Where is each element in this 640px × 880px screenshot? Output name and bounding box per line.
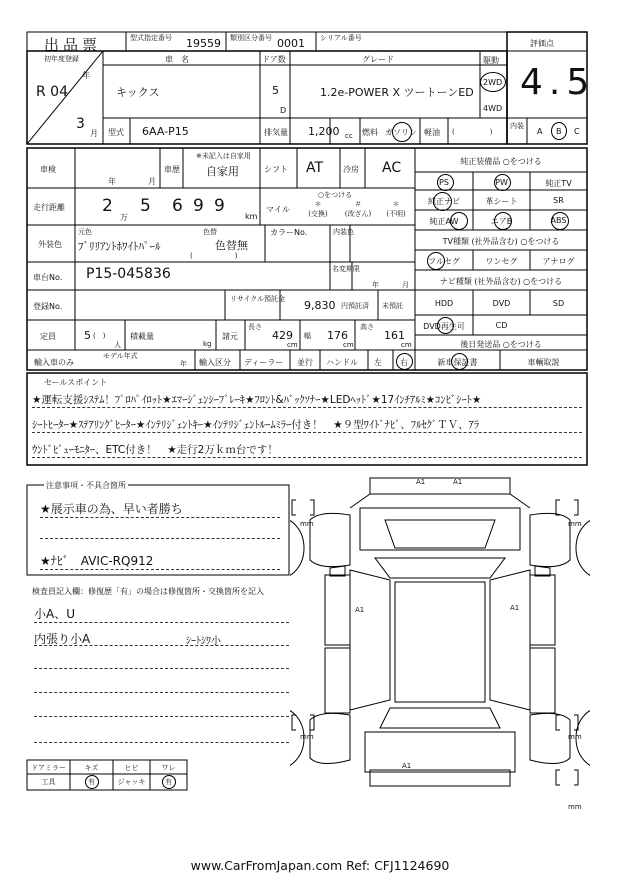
inspector-line-5 — [34, 716, 289, 717]
import-type-dealer: ディーラー — [244, 358, 284, 367]
model-designation-value: 19559 — [186, 37, 221, 50]
model-designation-label: 型式指定番号 — [130, 34, 172, 42]
mileage-digit-2: 5 — [140, 196, 151, 216]
category-label: 類別区分番号 — [230, 34, 272, 42]
color-change-value: 色替無 — [215, 239, 248, 252]
damage-mark-rear: A1 — [402, 762, 412, 770]
legend-crack: ヒビ — [124, 764, 139, 772]
navi-hdd: HDD — [434, 299, 454, 308]
year-unit: 年 — [82, 71, 90, 80]
use-label: 車歴 — [164, 165, 180, 174]
equip-pw: PW — [495, 178, 508, 187]
model-year-unit: 年 — [180, 360, 187, 368]
interior-grade-c: C — [574, 127, 580, 136]
month-unit: 月 — [90, 129, 98, 138]
sales-point-label: セールスポイント — [44, 378, 108, 387]
width-label: 幅 — [304, 332, 311, 340]
navi-cd: CD — [495, 321, 508, 330]
form-title: 出品票 — [44, 36, 102, 54]
category-value: 0001 — [277, 37, 305, 50]
load-label: 積載量 — [130, 332, 154, 341]
legend-jack-circle — [162, 775, 176, 789]
footer-ref: www.CarFromJapan.com Ref: CFJ1124690 — [190, 858, 450, 873]
ac-label: 冷房 — [343, 165, 359, 174]
meter-option-exchange-text: (交換) — [308, 210, 328, 218]
equip-genuine-navi: 純正ナビ — [428, 197, 460, 206]
damage-mark-front-right: A1 — [453, 478, 463, 486]
recycle-unpaid: 未預託 — [382, 302, 403, 310]
inspector-line-2b: ｼｰﾄｼﾜ小 — [186, 636, 221, 647]
reg-no-label: 登録No. — [33, 302, 63, 311]
legend-tools: 工具 — [41, 778, 56, 786]
color-value: ﾌﾞﾘﾘｱﾝﾄﾎﾜｲﾄﾊﾟｰﾙ — [78, 240, 161, 253]
navi-dvd: DVD — [492, 299, 511, 308]
navi-dvd-play: DVD再生可 — [423, 322, 465, 331]
first-reg-year: R 04 — [36, 84, 68, 100]
drive-4wd: 4WD — [483, 104, 503, 113]
equip-airbag: エアB — [490, 217, 513, 226]
fuel-label: 燃料 — [362, 128, 378, 137]
sales-point-line-2: ｼｰﾄﾋｰﾀｰ★ｽﾃｱﾘﾝｸﾞﾋｰﾀｰ★ｲﾝﾃﾘｼﾞｪﾝﾄｷｰ★ｲﾝﾃﾘｼﾞｪﾝﾄﾙｰﾑﾐﾗｰ付き！ ★９型ﾜｲﾄﾞﾅﾋﾞ、ﾌﾙｾｸﾞＴＶ、ｱﾗ — [32, 417, 582, 433]
width-value: 176 — [327, 329, 348, 342]
inspection-year-unit: 年 — [108, 177, 116, 186]
legend-scratch: キズ — [84, 764, 99, 772]
first-reg-month: 3 — [76, 116, 85, 132]
genuine-equipment-label: 純正装備品 ○をつける — [460, 157, 542, 166]
interior-color-label: 内装色 — [333, 228, 354, 236]
car-damage-diagram — [290, 470, 590, 810]
length-label: 長さ — [248, 323, 262, 331]
serial-label: シリアル番号 — [320, 34, 362, 42]
capacity-value: 5 — [84, 329, 91, 342]
tire-mm-front-left: mm — [300, 520, 314, 528]
inspector-line-3 — [34, 668, 289, 669]
handle-right: 右 — [400, 358, 408, 367]
handle-label: ハンドル — [326, 358, 358, 367]
recycle-label: リサイクル預託金 — [230, 295, 286, 303]
later-shipping-label: 後日発送品 ○をつける — [460, 340, 542, 349]
meter-option-unknown-mark: ＊ — [392, 200, 400, 208]
model-label: 型式 — [108, 128, 124, 137]
inspection-label: 車検 — [40, 165, 56, 174]
meter-mile-label: マイル — [266, 205, 290, 214]
drive-label: 駆動 — [483, 56, 499, 65]
doors-sub: D — [280, 106, 287, 115]
tv-fullseg: フルセグ — [428, 257, 460, 266]
original-color-label: 元色 — [78, 228, 92, 236]
legend-break: ワレ — [161, 764, 176, 772]
tire-mm-front-right: mm — [568, 520, 582, 528]
import-type-label: 輸入区分 — [199, 358, 231, 367]
dims-label: 諸元 — [222, 332, 238, 341]
grade-label: グレード — [362, 55, 394, 64]
notes-blank-line — [40, 538, 280, 539]
inspector-label: 検査員記入欄：修復歴「有」の場合は修復箇所・交換箇所を記入 — [32, 587, 264, 596]
ac-value: AC — [382, 160, 402, 176]
color-label: 外装色 — [38, 240, 62, 249]
interior-label: 内装 — [510, 122, 524, 130]
equip-ps: PS — [439, 178, 449, 187]
inspector-line-6 — [34, 742, 289, 743]
doors-value: 5 — [272, 84, 279, 97]
cc-unit: cc — [345, 132, 353, 140]
mileage-digit-1: 2 — [102, 196, 113, 216]
navi-sd: SD — [552, 299, 565, 308]
notes-line-1: ★展示車の為、早い者勝ち — [40, 500, 280, 518]
color-no-label: カラーNo. — [270, 228, 308, 237]
score-value: 4.5 — [520, 62, 596, 103]
notes-label: 注意事項・不具合箇所 — [46, 481, 126, 490]
shift-label: シフト — [264, 165, 288, 174]
grade-value: 1.2e-POWER X ツートーンED — [320, 86, 474, 99]
handle-left: 左 — [374, 358, 382, 367]
score-label: 評価点 — [530, 39, 554, 48]
sales-point-line-3: ｳﾝﾄﾞﾋﾞｭｰﾓﾆﾀｰ、ETC付き！ ★走行2万ｋｍ台です！ — [32, 442, 582, 458]
capacity-label: 定員 — [40, 332, 56, 341]
legend-jack-present: 有 — [165, 778, 172, 786]
inspector-line-2a: 内張り小A — [34, 632, 91, 646]
tv-analog: アナログ — [542, 257, 575, 266]
tv-fullseg-circle — [427, 252, 445, 270]
car-name: キックス — [116, 86, 160, 99]
legend-tools-circle — [85, 775, 99, 789]
import-label: 輸入車のみ — [34, 358, 74, 367]
color-paren: ( ) — [190, 252, 238, 260]
mileage-digit-4: 9 — [193, 196, 204, 216]
use-value: 自家用 — [206, 165, 239, 178]
later-warranty: 新車保証書 — [437, 358, 478, 367]
tv-oneseg: ワンセグ — [485, 257, 518, 266]
navi-type-label: ナビ種類 (社外品含む) ○をつける — [439, 277, 563, 286]
damage-mark-left-door: A1 — [355, 606, 365, 614]
mileage-digit-3: 6 — [172, 196, 183, 216]
model-value: 6AA-P15 — [142, 125, 189, 138]
legend-jack: ジャッキ — [117, 778, 146, 786]
navi-dvd-play-circle — [437, 317, 454, 334]
meter-option-tampered-text: (改ざん) — [344, 210, 372, 218]
shift-value: AT — [306, 160, 324, 176]
legend-tools-present: 有 — [88, 778, 95, 786]
model-year-label: モデル年式 — [103, 352, 138, 360]
inspection-month-unit: 月 — [148, 177, 156, 186]
recycle-unit: 円預託済 — [341, 302, 369, 310]
tire-mm-spare: mm — [568, 803, 582, 811]
sales-point-line-1: ★運転支援ｼｽﾃﾑ！ﾌﾟﾛﾊﾟｲﾛｯﾄ★ｴﾏｰｼﾞｪﾝｼｰﾌﾞﾚｰｷ★ﾌﾛﾝﾄ&ﾊﾞｯｸｿﾅｰ★LEDﾍｯﾄﾞ★17ｲﾝﾁｱﾙﾐ★ｺﾝﾋﾞｼｰﾄ★ — [32, 392, 582, 408]
interior-grade-a: A — [537, 127, 543, 136]
interior-selected-circle — [551, 122, 567, 140]
height-cm: cm — [401, 341, 412, 349]
inspector-line-4 — [34, 692, 289, 693]
capacity-paren: ( ) — [93, 332, 106, 340]
color-change-label: 色替 — [203, 228, 217, 236]
equip-navi-circle — [433, 192, 452, 211]
equip-pw-circle — [494, 174, 511, 191]
handle-selected-circle — [396, 353, 413, 370]
car-name-label: 車 名 — [165, 55, 189, 64]
meter-circle-note: ○をつける — [318, 191, 353, 199]
inspector-line-1: 小A、U — [34, 605, 289, 623]
meter-option-exchange-mark: ＊ — [314, 200, 322, 208]
import-type-parallel: 並行 — [297, 358, 313, 367]
equip-abs: ABS — [550, 216, 567, 225]
height-value: 161 — [384, 329, 405, 342]
interior-grade-b: B — [556, 127, 562, 136]
equip-leather-seat: 革シート — [485, 197, 518, 206]
chassis-label: 車台No. — [33, 273, 63, 282]
name-change-month: 月 — [402, 281, 409, 289]
fuel-light: 軽油 — [424, 128, 440, 137]
equip-genuine-aw: 純正AW — [429, 217, 459, 226]
damage-mark-front-left: A1 — [416, 478, 426, 486]
equip-airbag-circle — [494, 212, 512, 230]
later-manual: 車輌取説 — [527, 358, 560, 367]
damage-mark-right-door: A1 — [510, 604, 520, 612]
width-cm: cm — [343, 341, 354, 349]
diagonal-divider — [27, 51, 103, 144]
notes-line-2: ★ﾅﾋﾞ AVIC-RQ912 — [40, 552, 280, 570]
chassis-value: P15-045836 — [86, 266, 171, 282]
length-cm: cm — [287, 341, 298, 349]
first-reg-label: 初年度登録 — [44, 55, 79, 63]
height-label: 高さ — [360, 323, 374, 331]
meter-option-unknown-text: (不明) — [386, 210, 406, 218]
fuel-gasoline: ガソリン — [385, 128, 417, 137]
equip-sunroof: SR — [553, 196, 564, 205]
tire-mm-rear-left: mm — [300, 733, 314, 741]
tire-mm-rear-right: mm — [568, 733, 582, 741]
displacement-label: 排気量 — [264, 128, 288, 137]
mileage-km-unit: km — [245, 212, 258, 221]
use-note: ※未記入は自家用 — [196, 152, 251, 160]
later-warranty-circle — [451, 353, 468, 370]
mileage-label: 走行距離 — [33, 203, 65, 212]
drive-2wd: 2WD — [483, 78, 503, 87]
equip-ps-circle — [437, 174, 454, 191]
recycle-value: 9,830 — [304, 299, 336, 312]
equip-aw-circle — [450, 212, 468, 230]
name-change-year: 年 — [372, 281, 379, 289]
equip-abs-circle — [551, 212, 569, 230]
displacement-value: 1,200 — [308, 125, 340, 138]
legend-door-mirror: ドアミラー — [31, 764, 66, 772]
capacity-unit: 人 — [114, 341, 121, 349]
name-change-label: 名変期限 — [332, 265, 360, 273]
drive-selected-circle — [480, 72, 506, 92]
meter-option-tampered-mark: ＃ — [354, 200, 362, 208]
length-value: 429 — [272, 329, 293, 342]
mileage-man-unit: 万 — [120, 213, 128, 222]
load-unit: kg — [203, 340, 212, 348]
mileage-digit-5: 9 — [214, 196, 225, 216]
fuel-selected-circle — [392, 122, 412, 142]
tv-type-label: TV種類 (社外品含む) ○をつける — [442, 237, 560, 246]
doors-label: ドア数 — [262, 55, 286, 64]
equip-genuine-tv: 純正TV — [545, 179, 572, 188]
fuel-paren: ( ) — [452, 128, 493, 136]
